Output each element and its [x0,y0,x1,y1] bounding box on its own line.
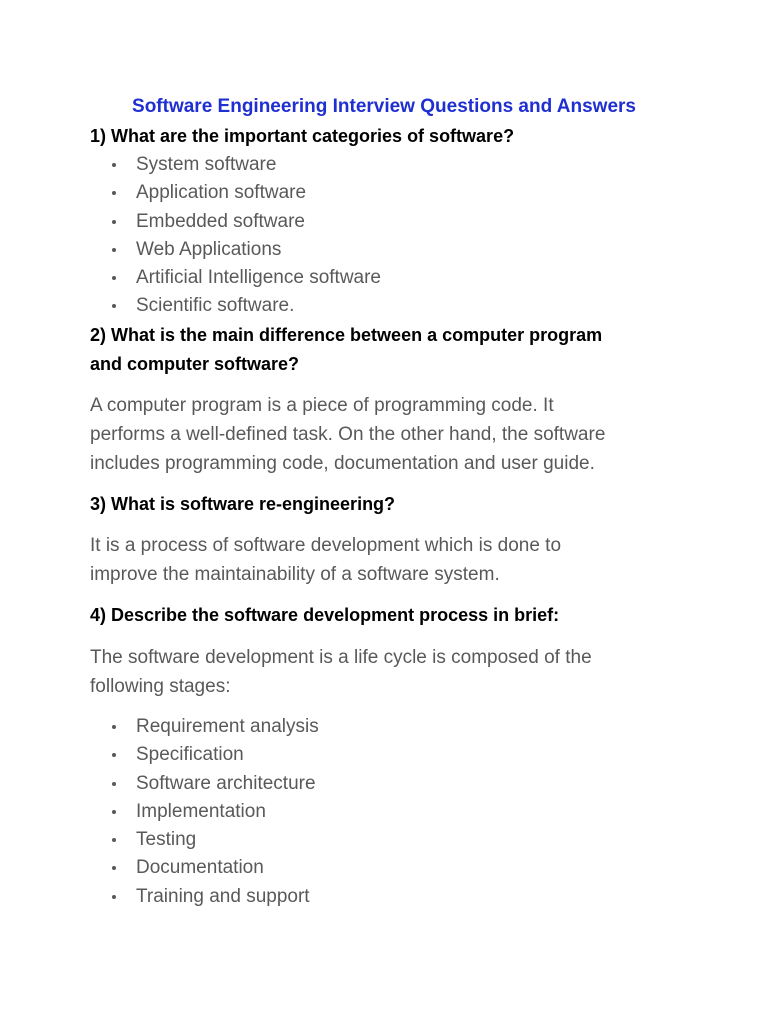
bullet-icon [112,276,116,280]
bullet-icon [112,191,116,195]
bullet-icon [112,782,116,786]
question-2-line-2: and computer software? [90,354,300,374]
list-item: Application software [90,179,381,207]
list-item: Requirement analysis [90,713,319,741]
answer-4-line-1: The software development is a life cycle is composed of the [90,647,592,668]
bullet-icon [112,810,116,814]
answer-4-line-2: following stages: [90,676,231,697]
question-3: 3) What is software re-engineering? [90,494,396,514]
answer-2-line-1: A computer program is a piece of programming code. It [90,395,554,416]
bullet-icon [112,895,116,899]
list-item: Embedded software [90,208,381,236]
bullet-icon [112,220,116,224]
bullet-icon [112,163,116,167]
bullet-icon [112,866,116,870]
answer-2-line-3: includes programming code, documentation and user guide. [90,453,595,474]
list-item: Web Applications [90,236,381,264]
list-item: Implementation [90,798,319,826]
answer-2-line-2: performs a well-defined task. On the other hand, the software [90,424,606,445]
question-2-line-1: 2) What is the main difference between a computer program [90,325,603,345]
list-item: Testing [90,826,319,854]
answer-3-line-2: improve the maintainability of a software system. [90,564,500,585]
list-item: Documentation [90,854,319,882]
list-item: System software [90,151,381,179]
list-item: Software architecture [90,770,319,798]
bullet-icon [112,248,116,252]
q1-category-list [90,151,381,321]
question-4: 4) Describe the software development process in brief: [90,605,560,625]
list-item: Artificial Intelligence software [90,264,381,292]
list-item: Specification [90,741,319,769]
list-item: Scientific software. [90,292,381,320]
q4-stages-list [90,713,319,911]
answer-3-line-1: It is a process of software development which is done to [90,535,562,556]
document-title: Software Engineering Interview Questions and Answers [132,96,636,117]
bullet-icon [112,838,116,842]
bullet-icon [112,304,116,308]
list-item: Training and support [90,883,319,911]
bullet-icon [112,725,116,729]
question-1: 1) What are the important categories of software? [90,126,515,146]
bullet-icon [112,753,116,757]
